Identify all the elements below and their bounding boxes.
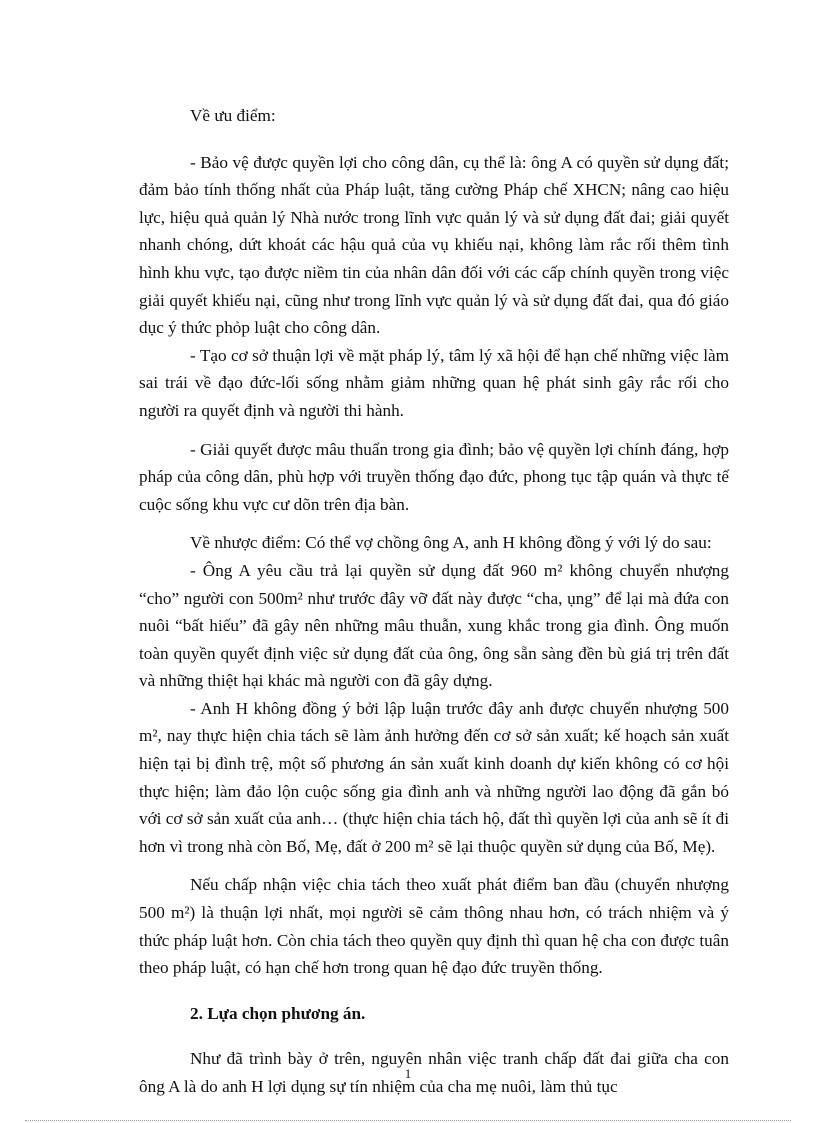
paragraph-advantage-3: - Giải quyết được mâu thuẩn trong gia đình; bảo vệ quyền lợi chính đáng, hợp pháp của công dân, phù hợp với truyền thống đạo đức, phong tục tập quán và thực tế cuộc sống khu vực cư dõn trên địa bàn.: [139, 439, 729, 514]
disadvantages-paragraph: Về nhược điểm: Có thể vợ chồng ông A, anh H không đồng ý với lý do sau:: [190, 533, 712, 553]
paragraph-disadvantage-1: - Ông A yêu cầu trả lại quyền sử dụng đất 960 m² không chuyển nhượng “cho” người con 500m² như trước đây vỡ đất này được “cha, ụng” để lại mà đứa con nuôi “bất hiếu” đã gây nên những mâu thuẫn, xung khắc trong gia đình. Ông muốn toàn quyền quyết định việc sử dụng đất của ông, ông sẵn sàng đền bù giá trị trên đất và những thiệt hại khác mà người con đã gây dựng.: [139, 560, 729, 691]
paragraph-conclusion: Nếu chấp nhận việc chia tách theo xuất phát điểm ban đầu (chuyển nhượng 500 m²) là thuận lợi nhất, mọi người sẽ cảm thông nhau hơn, có trách nhiệm và ý thức pháp luật hơn. Còn chia tách theo quyền quy định thì quan hệ cha con được tuân theo pháp luật, có hạn chế hơn trong quan hệ đạo đức truyền thống.: [139, 875, 729, 978]
document-body: [139, 102, 729, 1101]
page-bottom-divider: [25, 1120, 791, 1121]
advantages-heading: Về ưu điểm:: [190, 106, 276, 125]
page-number: 1: [404, 1066, 412, 1081]
section-heading: 2. Lựa chọn phương án.: [190, 1003, 366, 1023]
paragraph-advantage-1: - Bảo vệ được quyền lợi cho công dân, cụ thể là: ông A có quyền sử dụng đất; đảm bảo tính thống nhất của Pháp luật, tăng cường Pháp chế XHCN; nâng cao hiệu lực, hiệu quả quản lý Nhà nước trong lĩnh vực quản lý và sử dụng đất đai; giải quyết nhanh chóng, dứt khoát các hậu quả của vụ khiếu nại, không làm rắc rối thêm tình hình khu vực, tạo được niềm tin của nhân dân đối với các cấp chính quyền trong việc giải quyết khiếu nại, cũng như trong lĩnh vực quản lý và sử dụng đất đai, qua đó giáo dục ý thức phỏp luật cho công dân.: [139, 152, 729, 338]
paragraph-advantage-2: - Tạo cơ sở thuận lợi về mặt pháp lý, tâm lý xã hội để hạn chế những việc làm sai trái về đạo đức-lối sống nhằm giảm những quan hệ phát sinh gây rắc rối cho người ra quyết định và người thi hành.: [139, 345, 729, 420]
paragraph-disadvantage-2: - Anh H không đồng ý bởi lập luận trước đây anh được chuyển nhượng 500 m², nay thực hiện chia tách sẽ làm ảnh hưởng đến cơ sở sản xuất; kế hoạch sản xuất hiện tại bị đình trệ, một số phương án sản xuất kinh doanh dự kiến không có cơ hội thực hiện; làm đảo lộn cuộc sống gia đình anh và những người lao động đã gắn bó với cơ sở sản xuất của anh… (thực hiện chia tách hộ, đất thì quyền lợi của anh sẽ ít đi hơn vì trong nhà còn Bố, Mẹ, đất ở 200 m² sẽ lại thuộc quyền sử dụng của Bố, Mẹ).: [139, 698, 729, 856]
paragraph-options: Như đã trình bày ở trên, nguyên nhân việc tranh chấp đất đai giữa cha con ông A là do anh H lợi dụng sự tín nhiệm của cha mẹ nuôi, làm thủ tục: [139, 1049, 729, 1096]
